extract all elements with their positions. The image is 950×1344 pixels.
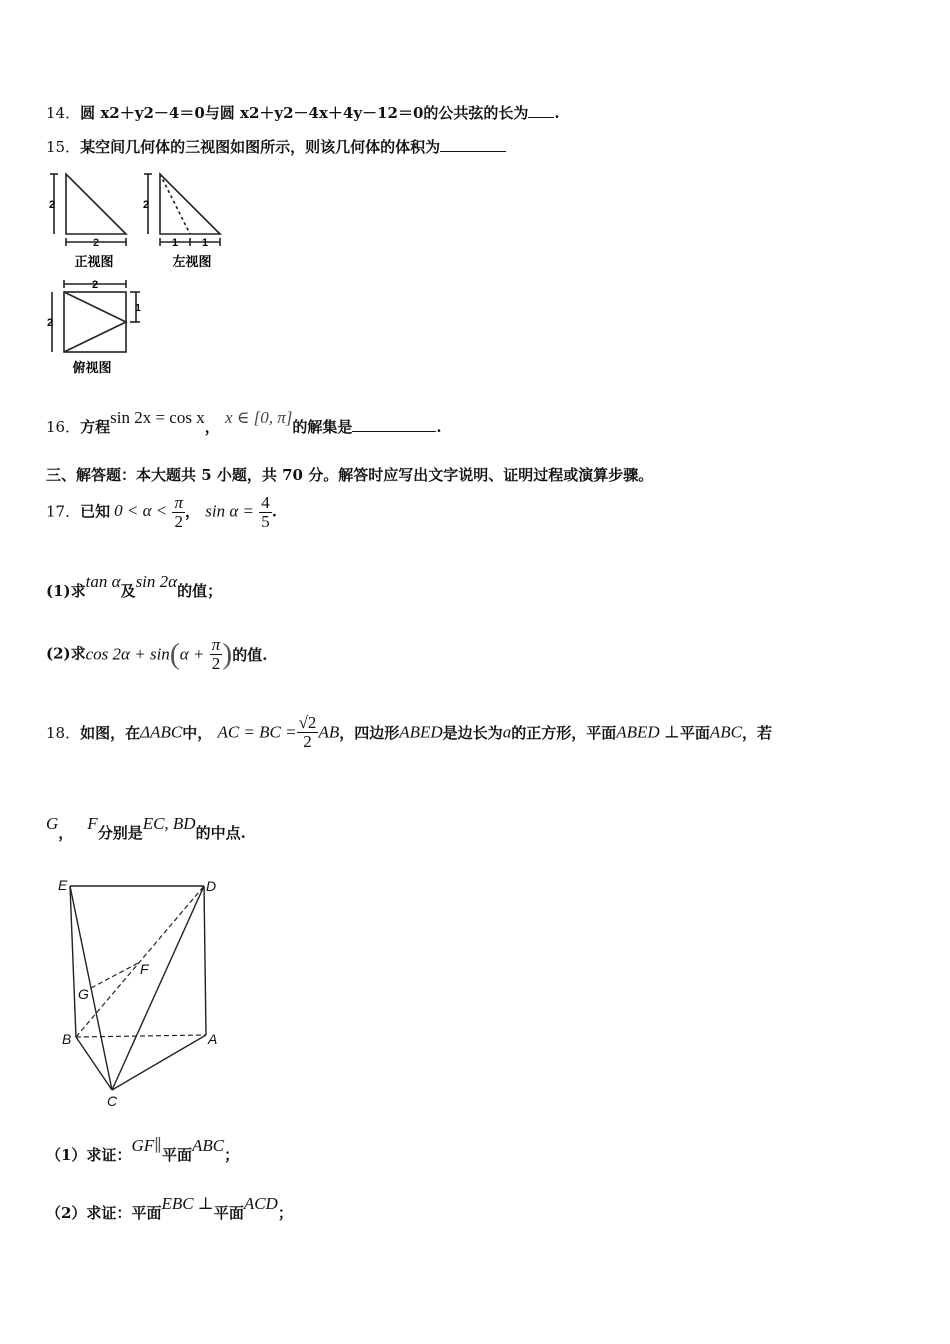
question-18: 18．如图，在ΔABC中， AC = BC = $\frac{√2}{2}$ AB，四边形ABED是边长为a的正方形，平面ABED ⊥平面ABC，若 [46, 713, 773, 751]
edge-BA [76, 1035, 206, 1037]
q14-number: 14． [46, 104, 81, 122]
q17-part-1: (1)求tan α及sin 2α的值； [46, 572, 223, 600]
q18-part-1: （1）求证：GF∥平面ABC； [46, 1136, 240, 1164]
equation: sin 2x = cos x [110, 408, 205, 427]
edge-GF [91, 962, 140, 988]
domain: x ∈ [0, π] [224, 408, 293, 427]
side-view [144, 174, 220, 246]
front-view-label: 正视图 [74, 254, 114, 269]
fraction-sqrt2-over-2: $\frac{√2}{2}$ [298, 713, 317, 751]
q18-part-2: （2）求证：平面EBC ⊥平面ACD； [46, 1194, 293, 1222]
prism-figure [46, 872, 236, 1112]
question-15: 15．某空间几何体的三视图如图所示，则该几何体的体积为 [46, 136, 506, 157]
fraction-4-over-5: $\frac{4}{5}$ [261, 493, 270, 531]
label-F: F [140, 961, 149, 977]
section-heading: 三、解答题：本大题共 5 小题，共 70 分。解答时应写出文字说明、证明过程或演算步骤。 [46, 466, 654, 484]
svg-text:1: 1 [201, 237, 209, 249]
side-view-label: 左视图 [172, 254, 212, 269]
answer-blank [440, 151, 506, 152]
three-view-figure [44, 166, 234, 378]
edge-DC [112, 886, 204, 1090]
svg-text:2: 2 [46, 317, 54, 329]
circle-equation-2: x2＋y2－4x＋4y－12＝0 [240, 104, 424, 122]
svg-text:2: 2 [91, 279, 99, 291]
front-view [50, 174, 126, 246]
question-14: 14．圆 x2＋y2－4＝0与圆 x2＋y2－4x＋4y－12＝0的公共弦的长为 . [46, 104, 560, 122]
label-A: A [208, 1031, 218, 1047]
edge-AC [112, 1035, 206, 1090]
fraction-pi-over-2: $\frac{\pi}{2}$ [211, 635, 221, 673]
label-E: E [58, 877, 68, 893]
question-16: 16．方程sin 2x = cos x， x ∈ [0, π]的解集是 . [46, 408, 442, 436]
fraction-pi-over-2: $\frac{\pi}{2}$ [174, 493, 183, 531]
svg-text:1: 1 [135, 303, 141, 314]
svg-text:2: 2 [142, 199, 150, 211]
question-17: 17．已知 0 < α < $\frac{\pi}{2}$ ， sin α = $\frac{4}{5}$ . [46, 493, 277, 531]
label-B: B [62, 1031, 72, 1047]
label-D: D [206, 878, 217, 894]
answer-blank [352, 431, 436, 432]
answer-blank [528, 117, 554, 118]
label-C: C [107, 1093, 118, 1109]
edge-DA [204, 886, 206, 1035]
top-view-label: 俯视图 [72, 360, 112, 375]
label-G: G [78, 986, 89, 1002]
circle-equation-1: x2＋y2－4＝0 [100, 104, 205, 122]
svg-text:2: 2 [48, 199, 56, 211]
q17-part-2: (2)求cos 2α + sin(α + $\frac{\pi}{2}$ )的值. [46, 635, 268, 673]
svg-text:2: 2 [92, 237, 100, 249]
svg-text:1: 1 [171, 237, 179, 249]
q18-line-2: G， F分别是EC, BD的中点. [46, 814, 246, 842]
